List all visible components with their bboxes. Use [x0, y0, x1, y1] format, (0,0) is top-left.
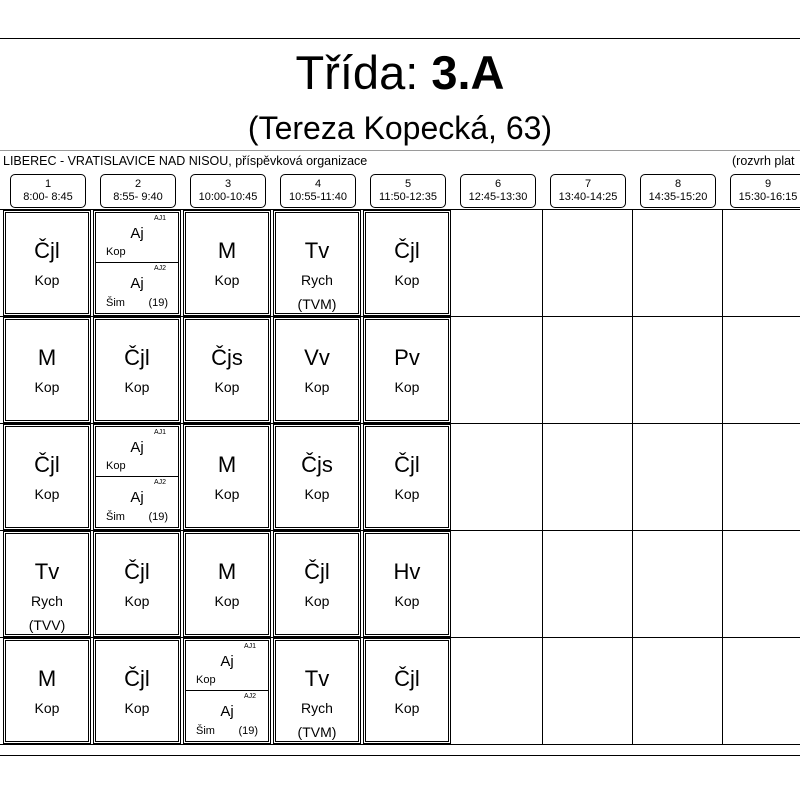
lesson-room: (19)	[148, 511, 168, 523]
page-bottom-line	[0, 755, 800, 756]
lesson-teacher: Kop	[124, 379, 150, 395]
lesson-teacher: Kop	[304, 379, 330, 395]
lesson-teacher: Kop	[124, 593, 150, 609]
lesson-cell	[95, 533, 179, 635]
period-number: 3	[224, 178, 232, 190]
period-time: 8:00- 8:45	[23, 191, 73, 203]
lesson-subject: Čjs	[301, 452, 333, 477]
lesson-cell	[365, 640, 449, 742]
lesson-cell	[5, 640, 89, 742]
group-label: AJ2	[153, 265, 166, 272]
school-name: LIBEREC - VRATISLAVICE NAD NISOU, příspěvková organizace	[3, 154, 368, 168]
top-border-line	[0, 38, 800, 39]
lesson-cell	[275, 319, 359, 421]
lesson-cell	[5, 212, 89, 314]
class-teacher-subtitle: (Tereza Kopecká, 63)	[247, 110, 553, 146]
period-time: 13:40-14:25	[558, 191, 618, 203]
period-header-2	[100, 174, 176, 208]
lesson-subject: M	[37, 345, 57, 370]
period-header-6	[460, 174, 536, 208]
lesson-cell	[185, 426, 269, 528]
lesson-teacher: Kop	[106, 246, 126, 258]
lesson-teacher: Šim	[106, 511, 125, 523]
lesson-subject: Aj	[130, 489, 144, 506]
lesson-teacher: Kop	[214, 272, 240, 288]
lesson-subject: Čjl	[124, 666, 150, 691]
column-line-6	[542, 209, 543, 745]
lesson-subject: M	[217, 559, 237, 584]
lesson-cell	[185, 212, 269, 314]
period-header-3	[190, 174, 266, 208]
period-header-9	[730, 174, 800, 208]
lesson-subject: Aj	[220, 653, 234, 670]
lesson-subject: Čjl	[394, 666, 420, 691]
lesson-cell	[5, 426, 89, 528]
lesson-subject: Aj	[130, 439, 144, 456]
lesson-subject: M	[217, 452, 237, 477]
group-lesson	[186, 691, 268, 741]
lesson-room: (TVM)	[297, 724, 337, 740]
lesson-cell	[365, 212, 449, 314]
lesson-subject: Čjl	[124, 345, 150, 370]
lesson-teacher: Kop	[394, 486, 420, 502]
period-header-8	[640, 174, 716, 208]
period-number: 2	[134, 178, 142, 190]
lesson-teacher: Kop	[214, 593, 240, 609]
group-lesson	[96, 213, 178, 263]
group-label: AJ1	[243, 643, 256, 650]
lesson-subject: Tv	[304, 666, 330, 691]
lesson-room: (TVV)	[28, 617, 66, 633]
lesson-room: (19)	[148, 297, 168, 309]
period-time: 14:35-15:20	[648, 191, 708, 203]
period-number: 4	[314, 178, 322, 190]
lesson-teacher: Rych	[301, 272, 333, 288]
lesson-teacher: Kop	[304, 486, 330, 502]
lesson-teacher: Kop	[394, 272, 420, 288]
lesson-cell	[275, 533, 359, 635]
lesson-cell	[185, 640, 269, 742]
lesson-teacher: Kop	[214, 379, 240, 395]
lesson-teacher: Rych	[31, 593, 63, 609]
period-time: 15:30-16:15	[738, 191, 798, 203]
lesson-room: (TVM)	[297, 296, 337, 312]
lesson-teacher: Kop	[124, 700, 150, 716]
title-prefix: Třída:	[295, 46, 419, 99]
page-title	[0, 44, 800, 102]
lesson-teacher: Kop	[214, 486, 240, 502]
group-label: AJ1	[153, 429, 166, 436]
lesson-teacher: Kop	[34, 272, 60, 288]
lesson-subject: Čjl	[34, 452, 60, 477]
lesson-cell	[95, 319, 179, 421]
lesson-subject: Aj	[130, 225, 144, 242]
lesson-cell	[275, 212, 359, 314]
period-number: 7	[584, 178, 592, 190]
grid-bottom-line	[0, 744, 800, 745]
class-name: 3.A	[431, 46, 505, 99]
period-number: 9	[764, 178, 772, 190]
lesson-teacher: Kop	[34, 379, 60, 395]
period-number: 5	[404, 178, 412, 190]
lesson-subject: Aj	[130, 275, 144, 292]
group-label: AJ2	[243, 693, 256, 700]
lesson-subject: Aj	[220, 703, 234, 720]
lesson-subject: Čjl	[34, 238, 60, 263]
lesson-cell	[365, 533, 449, 635]
lesson-subject: Tv	[34, 559, 60, 584]
lesson-room: (19)	[238, 725, 258, 737]
lesson-teacher: Kop	[304, 593, 330, 609]
lesson-subject: Vv	[304, 345, 330, 370]
lesson-cell	[365, 319, 449, 421]
period-number: 1	[44, 178, 52, 190]
column-line-8	[722, 209, 723, 745]
lesson-teacher: Kop	[34, 486, 60, 502]
lesson-cell	[275, 426, 359, 528]
group-label: AJ1	[153, 215, 166, 222]
period-header-5	[370, 174, 446, 208]
group-lesson	[96, 263, 178, 313]
lesson-teacher: Kop	[34, 700, 60, 716]
group-label: AJ2	[153, 479, 166, 486]
row-line-3	[0, 530, 800, 531]
group-lesson	[186, 641, 268, 691]
period-time: 12:45-13:30	[468, 191, 528, 203]
row-line-4	[0, 637, 800, 638]
lesson-teacher: Kop	[196, 674, 216, 686]
period-time: 8:55- 9:40	[113, 191, 163, 203]
lesson-subject: Pv	[394, 345, 420, 370]
lesson-cell	[185, 533, 269, 635]
period-time: 10:55-11:40	[289, 191, 347, 203]
lesson-subject: Tv	[304, 238, 330, 263]
lesson-subject: Čjl	[124, 559, 150, 584]
lesson-subject: Čjl	[394, 238, 420, 263]
lesson-cell	[275, 640, 359, 742]
period-header-4	[280, 174, 356, 208]
lesson-cell	[5, 533, 89, 635]
lesson-subject: Hv	[393, 559, 421, 584]
period-header-1	[10, 174, 86, 208]
lesson-cell	[95, 640, 179, 742]
period-time: 10:00-10:45	[198, 191, 258, 203]
lesson-subject: M	[37, 666, 57, 691]
period-time: 11:50-12:35	[379, 191, 437, 203]
lesson-subject: Čjl	[394, 452, 420, 477]
period-header-7	[550, 174, 626, 208]
lesson-teacher: Šim	[106, 297, 125, 309]
lesson-cell	[95, 212, 179, 314]
period-number: 6	[494, 178, 502, 190]
lesson-cell	[5, 319, 89, 421]
grid-top-line	[0, 209, 800, 210]
lesson-subject: M	[217, 238, 237, 263]
header-divider-line	[0, 150, 800, 151]
lesson-teacher: Kop	[394, 700, 420, 716]
period-number: 8	[674, 178, 682, 190]
lesson-cell	[185, 319, 269, 421]
validity-note: (rozvrh plat	[732, 154, 795, 168]
lesson-teacher: Šim	[196, 725, 215, 737]
lesson-cell	[365, 426, 449, 528]
lesson-teacher: Kop	[394, 379, 420, 395]
lesson-teacher: Kop	[394, 593, 420, 609]
group-lesson	[96, 427, 178, 477]
lesson-teacher: Kop	[106, 460, 126, 472]
lesson-cell	[95, 426, 179, 528]
lesson-teacher: Rych	[301, 700, 333, 716]
column-line-7	[632, 209, 633, 745]
group-lesson	[96, 477, 178, 527]
row-line-1	[0, 316, 800, 317]
lesson-subject: Čjs	[211, 345, 243, 370]
lesson-subject: Čjl	[304, 559, 330, 584]
row-line-2	[0, 423, 800, 424]
